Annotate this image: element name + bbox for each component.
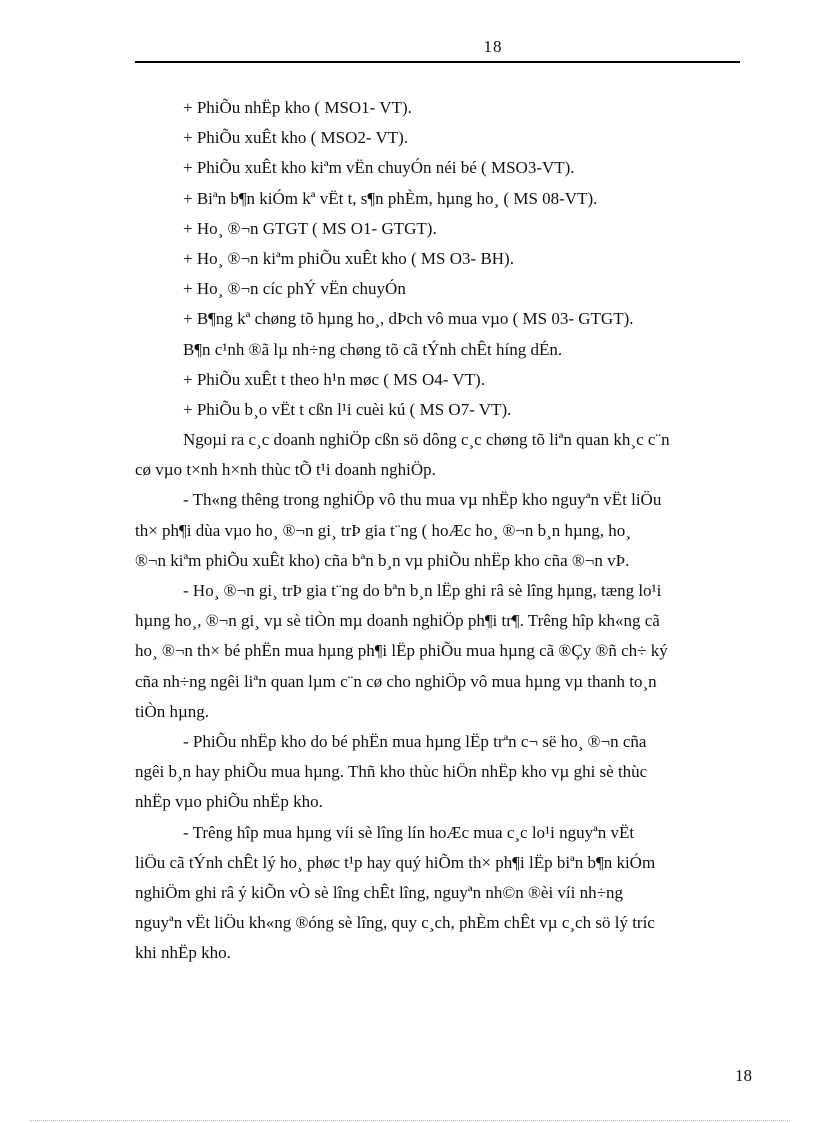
text-line: - PhiÕu nhËp kho do bé phËn mua hµng lËp trªn c¬ së ho¸ ®¬n cña xyxy=(183,731,647,751)
text-line: + Ho¸ ®¬n cíc phÝ vËn chuyÓn xyxy=(183,279,406,299)
text-line: + PhiÕu xuÊt kho kiªm vËn chuyÓn néi bé ( MSO3-VT). xyxy=(183,158,575,178)
text-line: khi nhËp kho. xyxy=(135,943,231,963)
page-bottom-border xyxy=(30,1120,790,1121)
text-line: + B¶ng kª chøng tõ hµng ho¸, dÞch vô mua vµo ( MS 03- GTGT). xyxy=(183,309,634,329)
text-line: hµng ho¸, ®¬n gi¸ vµ sè tiÒn mµ doanh nghiÖp ph¶i tr¶. Trêng hîp kh«ng cã xyxy=(135,611,660,631)
text-line: th× ph¶i dùa vµo ho¸ ®¬n gi¸ trÞ gia t¨ng ( hoÆc ho¸ ®¬n b¸n hµng, ho¸ xyxy=(135,520,631,540)
text-line: + PhiÕu xuÊt t theo h¹n møc ( MS O4- VT). xyxy=(183,369,485,389)
footer-page-number: 18 xyxy=(735,1066,752,1085)
body-text xyxy=(135,93,755,968)
text-line: + Ho¸ ®¬n kiªm phiÕu xuÊt kho ( MS O3- BH). xyxy=(183,248,514,268)
text-line: cña nh÷ng ngêi liªn quan lµm c¨n cø cho nghiÖp vô mua hµng vµ thanh to¸n xyxy=(135,671,657,691)
text-line: nghiÖm ghi râ ý kiÕn vÒ sè lîng chÊt lîng, nguyªn nh©n ®èi víi nh÷ng xyxy=(135,882,623,902)
text-line: ngêi b¸n hay phiÕu mua hµng. Thñ kho thùc hiÖn nhËp kho vµ ghi sè thùc xyxy=(135,762,648,782)
text-line: Ngoµi ra c¸c doanh nghiÖp cßn sö dông c¸c chøng tõ liªn quan kh¸c c¨n xyxy=(183,430,670,450)
text-line: - Trêng hîp mua hµng víi sè lîng lín hoÆc mua c¸c lo¹i nguyªn vËt xyxy=(183,822,635,842)
text-line: + PhiÕu xuÊt kho ( MSO2- VT). xyxy=(183,128,409,148)
text-line: - Ho¸ ®¬n gi¸ trÞ gia t¨ng do bªn b¸n lËp ghi râ sè lîng hµng, tæng lo¹i xyxy=(183,581,662,600)
header-page-number: 18 xyxy=(483,37,503,56)
text-line: liÖu cã tÝnh chÊt lý ho¸ phøc t¹p hay quý hiÕm th× ph¶i lËp biªn b¶n kiÓm xyxy=(135,852,656,872)
text-line: - Th«ng thêng trong nghiÖp vô thu mua vµ nhËp kho nguyªn vËt liÖu xyxy=(183,490,662,510)
text-line: + PhiÕu b¸o vËt t cßn l¹i cuèi kú ( MS O7- VT). xyxy=(183,399,512,419)
text-line: B¶n c¹nh ®ã lµ nh÷ng chøng tõ cã tÝnh chÊt híng dÉn. xyxy=(183,339,563,359)
header-rule xyxy=(135,61,740,63)
text-line: + Ho¸ ®¬n GTGT ( MS O1- GTGT). xyxy=(183,218,437,238)
text-line: nguyªn vËt liÖu kh«ng ®óng sè lîng, quy c¸ch, phÈm chÊt vµ c¸ch sö lý tríc xyxy=(135,913,655,933)
text-line: + PhiÕu nhËp kho ( MSO1- VT). xyxy=(183,98,412,117)
text-line: tiÒn hµng. xyxy=(135,701,210,721)
text-line: ®¬n kiªm phiÕu xuÊt kho) cña bªn b¸n vµ phiÕu nhËp kho cña ®¬n vÞ. xyxy=(135,550,630,570)
text-line: cø vµo t×nh h×nh thùc tÕ t¹i doanh nghiÖp. xyxy=(135,460,436,480)
text-line: + Biªn b¶n kiÓm kª vËt t, s¶n phÈm, hµng ho¸ ( MS 08-VT). xyxy=(183,188,598,208)
text-line: ho¸ ®¬n th× bé phËn mua hµng ph¶i lËp phiÕu mua hµng cã ®Çy ®ñ ch÷ ký xyxy=(135,641,668,661)
text-line: nhËp vµo phiÕu nhËp kho. xyxy=(135,792,323,812)
